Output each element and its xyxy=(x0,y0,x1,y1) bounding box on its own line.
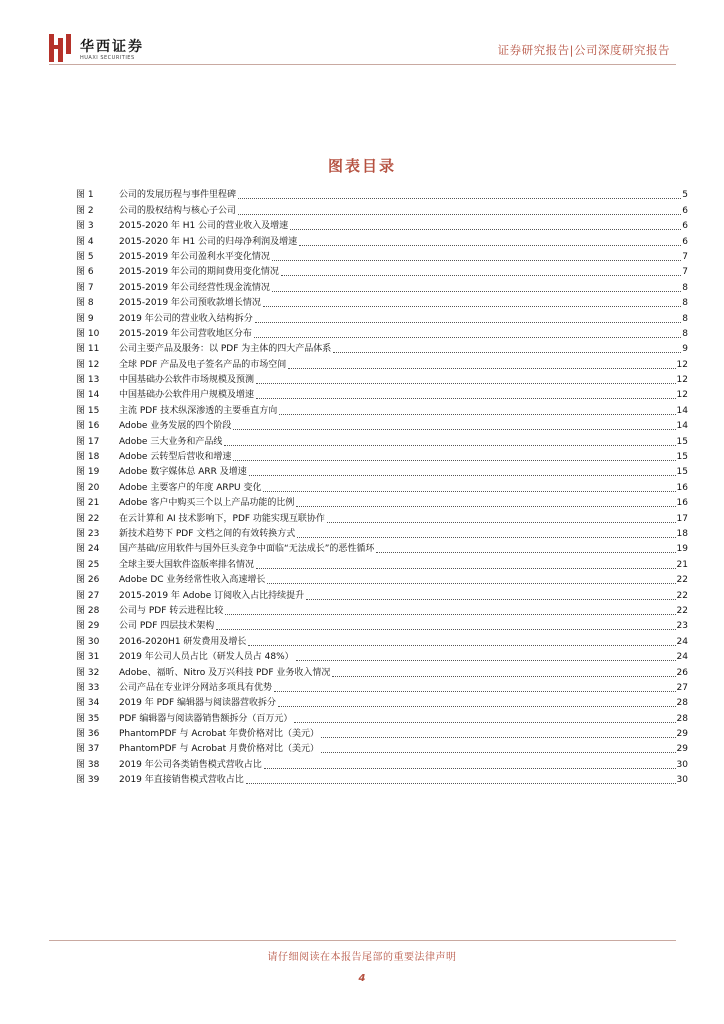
figure-number: 图 35 xyxy=(76,713,100,724)
figure-number: 图 22 xyxy=(76,513,100,524)
page-reference: 16 xyxy=(676,482,688,493)
dot-leader xyxy=(321,736,676,738)
toc-entry[interactable] xyxy=(76,663,688,678)
page-reference: 8 xyxy=(682,328,688,339)
page-reference: 28 xyxy=(676,713,688,724)
figure-number: 图 28 xyxy=(76,605,100,616)
toc-title: 图表目录 xyxy=(327,157,396,175)
dot-leader xyxy=(246,782,676,784)
dot-leader xyxy=(333,351,681,353)
page-reference: 8 xyxy=(682,313,688,324)
toc-entry[interactable] xyxy=(76,771,688,786)
figure-caption: Adobe 业务发展的四个阶段 xyxy=(119,421,232,432)
figure-number: 图 6 xyxy=(76,267,94,278)
toc-entry[interactable] xyxy=(76,248,688,263)
toc-entry[interactable] xyxy=(76,555,688,570)
page-reference: 22 xyxy=(676,590,688,601)
dot-leader xyxy=(296,505,675,507)
dot-leader xyxy=(238,213,681,215)
dot-leader xyxy=(263,490,675,492)
figure-number: 图 10 xyxy=(76,328,100,339)
figure-number: 图 7 xyxy=(76,282,94,293)
toc-entry[interactable] xyxy=(76,632,688,647)
dot-leader xyxy=(332,675,675,677)
figure-caption: 2019 年公司人员占比（研发人员占 48%） xyxy=(119,652,294,663)
figure-caption: PDF 编辑器与阅读器销售额拆分（百万元） xyxy=(119,713,293,724)
page-number: 4 xyxy=(358,973,366,984)
figure-number: 图 32 xyxy=(76,667,100,678)
toc-entry[interactable] xyxy=(76,340,688,355)
toc-entry[interactable] xyxy=(76,386,688,401)
toc-entry[interactable] xyxy=(76,263,688,278)
toc-entry[interactable] xyxy=(76,586,688,601)
toc-entry[interactable] xyxy=(76,709,688,724)
toc-entry[interactable] xyxy=(76,540,688,555)
dot-leader xyxy=(306,598,675,600)
page-reference: 24 xyxy=(676,652,688,663)
figure-number: 图 29 xyxy=(76,621,100,632)
dot-leader xyxy=(248,644,675,646)
figure-caption: 2015-2019 年公司的期间费用变化情况 xyxy=(119,267,279,278)
page-reference: 8 xyxy=(682,282,688,293)
report-type-label: 证券研究报告|公司深度研究报告 xyxy=(497,43,670,57)
toc-entry[interactable] xyxy=(76,494,688,509)
logo-chinese-name: 华西证券 xyxy=(80,39,144,55)
dot-leader xyxy=(256,567,676,569)
company-logo xyxy=(49,34,159,66)
toc-entry[interactable] xyxy=(76,432,688,447)
figure-caption: 2015-2019 年公司营收地区分布 xyxy=(119,328,252,339)
dot-leader xyxy=(224,444,675,446)
figure-number: 图 24 xyxy=(76,544,100,555)
dot-leader xyxy=(272,259,681,261)
toc-entry[interactable] xyxy=(76,371,688,386)
figure-caption: 2019 年 PDF 编辑器与阅读器营收拆分 xyxy=(119,698,277,709)
figure-number: 图 34 xyxy=(76,698,100,709)
figure-caption: Adobe 三大业务和产品线 xyxy=(119,436,223,447)
dot-leader xyxy=(327,521,676,523)
figure-number: 图 1 xyxy=(76,190,94,201)
figure-caption: Adobe 客户中购买三个以上产品功能的比例 xyxy=(119,498,295,509)
dot-leader xyxy=(288,367,675,369)
header-divider xyxy=(49,64,676,65)
toc-entry[interactable] xyxy=(76,201,688,216)
dot-leader xyxy=(238,197,681,199)
page-reference: 15 xyxy=(676,436,688,447)
figure-number: 图 27 xyxy=(76,590,100,601)
dot-leader xyxy=(299,244,681,246)
dot-leader xyxy=(249,474,676,476)
toc-entry[interactable] xyxy=(76,463,688,478)
figure-caption: 国产基础/应用软件与国外巨头竞争中面临“无法成长”的恶性循环 xyxy=(119,544,375,555)
figure-number: 图 38 xyxy=(76,759,100,770)
figure-caption: 公司的股权结构与核心子公司 xyxy=(119,205,237,216)
figure-number: 图 14 xyxy=(76,390,100,401)
dot-leader xyxy=(279,413,675,415)
figure-caption: 2019 年直接销售模式营收占比 xyxy=(119,775,244,786)
figure-caption: 2019 年公司的营业收入结构拆分 xyxy=(119,313,253,324)
dot-leader xyxy=(294,721,675,723)
figure-number: 图 21 xyxy=(76,498,100,509)
dot-leader xyxy=(281,274,681,276)
figure-caption: 公司的发展历程与事件里程碑 xyxy=(119,190,237,201)
toc-entry[interactable] xyxy=(76,679,688,694)
dot-leader xyxy=(256,397,676,399)
logo-english-name: HUAXI SECURITIES xyxy=(80,55,135,61)
page-reference: 29 xyxy=(676,744,688,755)
toc-entry[interactable] xyxy=(76,509,688,524)
figure-caption: 2016-2020H1 研发费用及增长 xyxy=(119,636,247,647)
page-reference: 18 xyxy=(676,528,688,539)
page-reference: 6 xyxy=(682,221,688,232)
legal-disclaimer-note: 请仔细阅读在本报告尾部的重要法律声明 xyxy=(267,952,457,963)
page-reference: 8 xyxy=(682,298,688,309)
page-reference: 5 xyxy=(682,190,688,201)
page-reference: 30 xyxy=(676,759,688,770)
page-reference: 12 xyxy=(676,390,688,401)
toc-entry[interactable] xyxy=(76,648,688,663)
figure-number: 图 19 xyxy=(76,467,100,478)
page-reference: 22 xyxy=(676,575,688,586)
page-reference: 22 xyxy=(676,605,688,616)
figure-number: 图 12 xyxy=(76,359,100,370)
page-reference: 6 xyxy=(682,236,688,247)
toc-entry[interactable] xyxy=(76,617,688,632)
toc-entry[interactable] xyxy=(76,417,688,432)
figure-list xyxy=(76,186,688,786)
figure-number: 图 15 xyxy=(76,405,100,416)
figure-caption: 全球主要大国软件盗版率排名情况 xyxy=(119,559,255,570)
figure-number: 图 5 xyxy=(76,251,94,262)
figure-caption: 2015-2020 年 H1 公司的营业收入及增速 xyxy=(119,221,289,232)
toc-entry[interactable] xyxy=(76,325,688,340)
figure-number: 图 17 xyxy=(76,436,100,447)
figure-caption: 中国基础办公软件用户规模及增速 xyxy=(119,390,255,401)
figure-number: 图 39 xyxy=(76,775,100,786)
figure-number: 图 30 xyxy=(76,636,100,647)
figure-caption: Adobe 云转型后营收和增速 xyxy=(119,452,232,463)
figure-number: 图 8 xyxy=(76,298,94,309)
figure-caption: 2015-2019 年公司经营性现金流情况 xyxy=(119,282,270,293)
figure-caption: Adobe、福昕、Nitro 及万兴科技 PDF 业务收入情况 xyxy=(119,667,331,678)
page-reference: 29 xyxy=(676,729,688,740)
toc-entry[interactable] xyxy=(76,602,688,617)
figure-number: 图 2 xyxy=(76,205,94,216)
dot-leader xyxy=(263,305,681,307)
dot-leader xyxy=(290,228,681,230)
figure-caption: 在云计算和 AI 技术影响下，PDF 功能实现互联协作 xyxy=(119,513,325,524)
page-reference: 30 xyxy=(676,775,688,786)
toc-entry[interactable] xyxy=(76,217,688,232)
figure-number: 图 18 xyxy=(76,452,100,463)
page-reference: 9 xyxy=(682,344,688,355)
page-reference: 23 xyxy=(676,621,688,632)
toc-entry[interactable] xyxy=(76,725,688,740)
toc-entry[interactable] xyxy=(76,355,688,370)
dot-leader xyxy=(272,290,681,292)
page-reference: 28 xyxy=(676,698,688,709)
figure-caption: PhantomPDF 与 Acrobat 月费价格对比（美元） xyxy=(119,744,319,755)
page-reference: 16 xyxy=(676,498,688,509)
figure-number: 图 26 xyxy=(76,575,100,586)
toc-entry[interactable] xyxy=(76,294,688,309)
figure-caption: 公司产品在专业评分网站多项具有优势 xyxy=(119,682,273,693)
figure-caption: PhantomPDF 与 Acrobat 年费价格对比（美元） xyxy=(119,729,319,740)
toc-entry[interactable] xyxy=(76,571,688,586)
figure-number: 图 3 xyxy=(76,221,94,232)
figure-caption: 公司 PDF 四层技术架构 xyxy=(119,621,215,632)
dot-leader xyxy=(255,321,681,323)
toc-entry[interactable] xyxy=(76,755,688,770)
figure-number: 图 13 xyxy=(76,375,100,386)
dot-leader xyxy=(376,551,675,553)
page-reference: 7 xyxy=(682,251,688,262)
dot-leader xyxy=(216,628,675,630)
toc-entry[interactable] xyxy=(76,478,688,493)
figure-number: 图 25 xyxy=(76,559,100,570)
page-reference: 19 xyxy=(676,544,688,555)
page-reference: 14 xyxy=(676,405,688,416)
figure-caption: 中国基础办公软件市场规模及预测 xyxy=(119,375,255,386)
figure-number: 图 33 xyxy=(76,682,100,693)
figure-number: 图 31 xyxy=(76,652,100,663)
figure-number: 图 9 xyxy=(76,313,94,324)
dot-leader xyxy=(296,659,676,661)
figure-number: 图 23 xyxy=(76,528,100,539)
page-reference: 7 xyxy=(682,267,688,278)
dot-leader xyxy=(297,536,675,538)
figure-caption: Adobe 主要客户的年度 ARPU 变化 xyxy=(119,482,262,493)
footer-divider xyxy=(49,940,676,941)
dot-leader xyxy=(256,382,676,384)
figure-caption: 全球 PDF 产品及电子签名产品的市场空间 xyxy=(119,359,287,370)
figure-number: 图 4 xyxy=(76,236,94,247)
page-reference: 15 xyxy=(676,467,688,478)
page-reference: 26 xyxy=(676,667,688,678)
dot-leader xyxy=(233,428,675,430)
dot-leader xyxy=(321,751,676,753)
figure-caption: 主流 PDF 技术纵深渗透的主要垂直方向 xyxy=(119,405,278,416)
toc-entry[interactable] xyxy=(76,694,688,709)
dot-leader xyxy=(278,705,676,707)
figure-number: 图 20 xyxy=(76,482,100,493)
figure-caption: 公司与 PDF 转云进程比较 xyxy=(119,605,224,616)
toc-entry[interactable] xyxy=(76,309,688,324)
dot-leader xyxy=(267,582,675,584)
toc-entry[interactable] xyxy=(76,740,688,755)
dot-leader xyxy=(225,613,675,615)
page-reference: 12 xyxy=(676,375,688,386)
figure-number: 图 37 xyxy=(76,744,100,755)
dot-leader xyxy=(233,459,675,461)
figure-number: 图 36 xyxy=(76,729,100,740)
page-reference: 14 xyxy=(676,421,688,432)
figure-caption: 新技术趋势下 PDF 文档之间的有效转换方式 xyxy=(119,528,296,539)
figure-caption: 2015-2019 年公司盈利水平变化情况 xyxy=(119,251,270,262)
toc-entry[interactable] xyxy=(76,401,688,416)
toc-entry[interactable] xyxy=(76,448,688,463)
figure-caption: Adobe DC 业务经常性收入高速增长 xyxy=(119,575,266,586)
page-reference: 24 xyxy=(676,636,688,647)
toc-entry[interactable] xyxy=(76,232,688,247)
toc-entry[interactable] xyxy=(76,525,688,540)
page-reference: 17 xyxy=(676,513,688,524)
page-reference: 15 xyxy=(676,452,688,463)
figure-number: 图 16 xyxy=(76,421,100,432)
figure-caption: 2015-2019 年 Adobe 订阅收入占比持续提升 xyxy=(119,590,305,601)
dot-leader xyxy=(264,767,676,769)
page-reference: 12 xyxy=(676,359,688,370)
dot-leader xyxy=(254,336,681,338)
page-reference: 6 xyxy=(682,205,688,216)
page-reference: 27 xyxy=(676,682,688,693)
figure-number: 图 11 xyxy=(76,344,100,355)
figure-caption: 2015-2020 年 H1 公司的归母净利润及增速 xyxy=(119,236,298,247)
toc-entry[interactable] xyxy=(76,278,688,293)
dot-leader xyxy=(274,690,676,692)
figure-caption: 2019 年公司各类销售模式营收占比 xyxy=(119,759,262,770)
page-reference: 21 xyxy=(676,559,688,570)
huaxi-logo-icon xyxy=(49,34,71,62)
figure-caption: 2015-2019 年公司预收款增长情况 xyxy=(119,298,261,309)
figure-caption: 公司主要产品及服务：以 PDF 为主体的四大产品体系 xyxy=(119,344,332,355)
toc-entry[interactable] xyxy=(76,186,688,201)
figure-caption: Adobe 数字媒体总 ARR 及增速 xyxy=(119,467,247,478)
